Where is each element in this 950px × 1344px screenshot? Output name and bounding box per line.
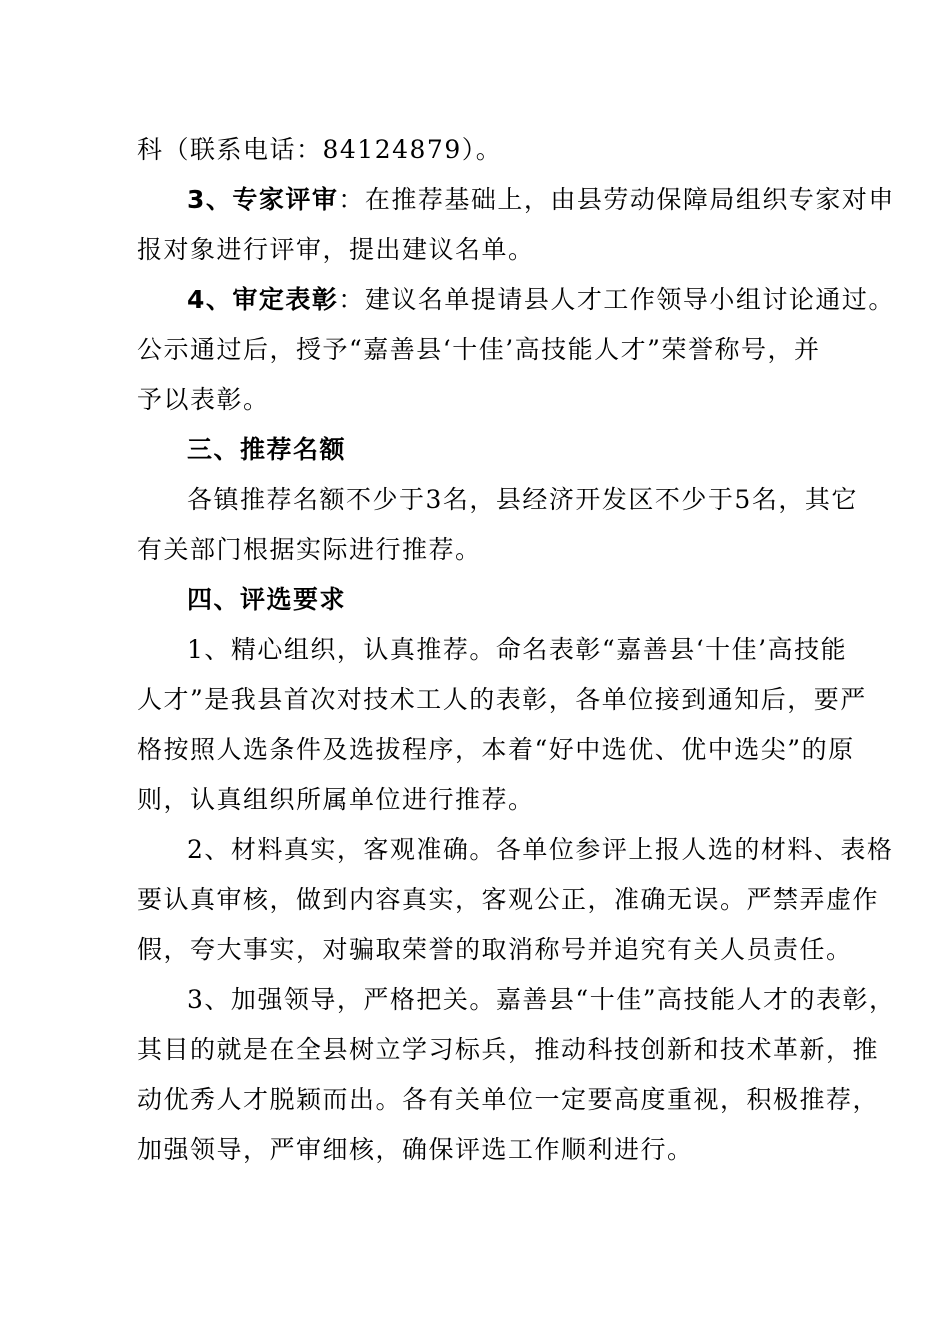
paragraph-line: 公示通过后，授予“嘉善县‘十佳’高技能人才”荣誉称号，并 xyxy=(137,335,821,364)
paragraph-line: 予以表彰。 xyxy=(137,385,270,414)
paragraph-line: 科（联系电话：84124879）。 xyxy=(137,135,503,164)
section-heading: 四、评选要求 xyxy=(187,585,347,614)
paragraph-line: 报对象进行评审，提出建议名单。 xyxy=(137,235,535,264)
paragraph-line: 动优秀人才脱颖而出。各有关单位一定要高度重视，积极推荐， xyxy=(137,1085,880,1114)
paragraph-line: 假，夸大事实，对骗取荣誉的取消称号并追究有关人员责任。 xyxy=(137,935,853,964)
paragraph-line: 3、加强领导，严格把关。嘉善县“十佳”高技能人才的表彰， xyxy=(187,985,896,1014)
paragraph-line: 各镇推荐名额不少于3名，县经济开发区不少于5名，其它 xyxy=(187,485,858,514)
item-title: 3、专家评审 xyxy=(187,185,339,214)
paragraph-line: 人才”是我县首次对技术工人的表彰，各单位接到通知后，要严 xyxy=(137,685,867,714)
section-heading: 三、推荐名额 xyxy=(187,435,347,464)
paragraph-line: 3、专家评审：在推荐基础上，由县劳动保障局组织专家对申 xyxy=(187,185,895,214)
item-title: 4、审定表彰 xyxy=(187,285,339,314)
paragraph-line: 2、材料真实，客观准确。各单位参评上报人选的材料、表格 xyxy=(187,835,894,864)
paragraph-line: 要认真审核，做到内容真实，客观公正，准确无误。严禁弄虚作 xyxy=(137,885,880,914)
paragraph-line: 有关部门根据实际进行推荐。 xyxy=(137,535,482,564)
paragraph-line: 格按照人选条件及选拔程序，本着“好中选优、优中选尖”的原 xyxy=(137,735,855,764)
paragraph-line: 其目的就是在全县树立学习标兵，推动科技创新和技术革新，推 xyxy=(137,1035,880,1064)
paragraph-line: 4、审定表彰：建议名单提请县人才工作领导小组讨论通过。 xyxy=(187,285,895,314)
paragraph-line: 则，认真组织所属单位进行推荐。 xyxy=(137,785,535,814)
paragraph-line: 加强领导，严审细核，确保评选工作顺利进行。 xyxy=(137,1135,694,1164)
paragraph-line: 1、精心组织，认真推荐。命名表彰“嘉善县‘十佳’高技能 xyxy=(187,635,848,664)
